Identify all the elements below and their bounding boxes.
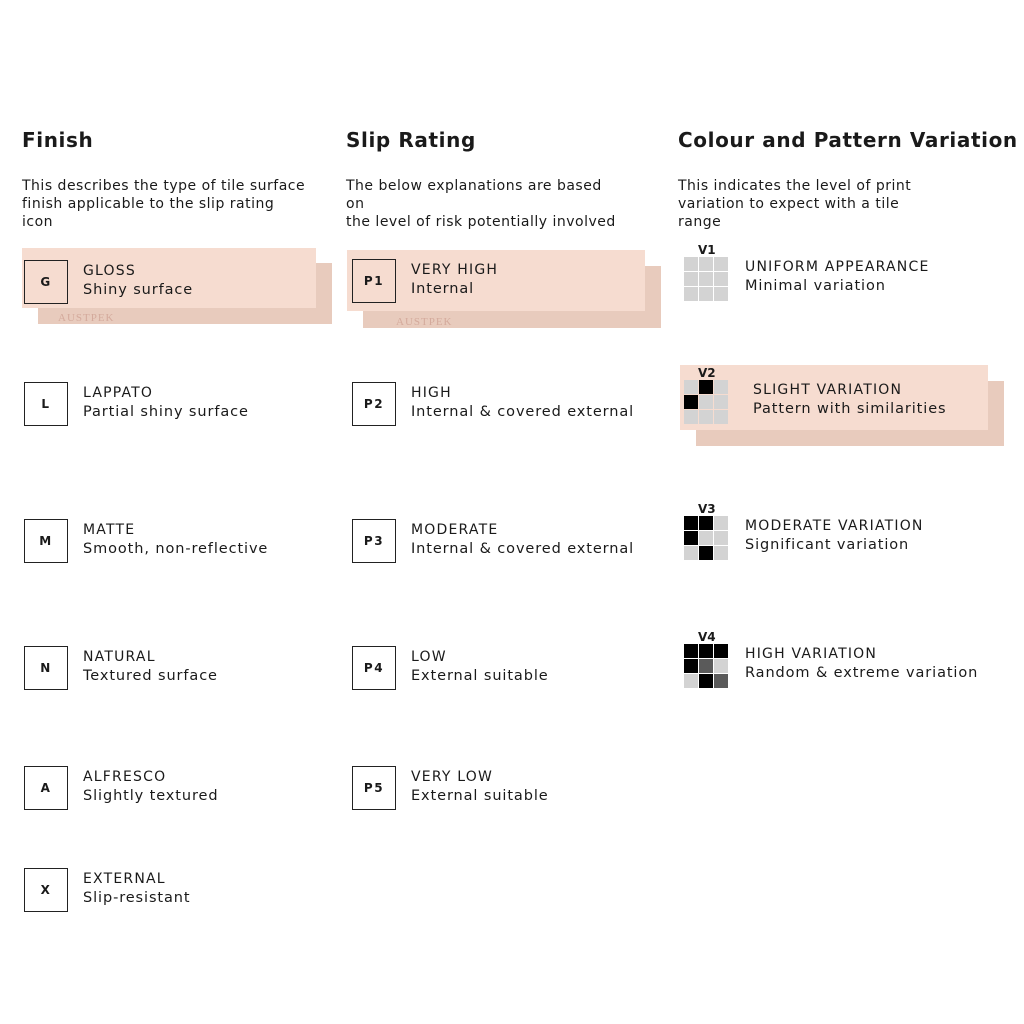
slip-item-title: LOW (411, 649, 447, 665)
finish-description: This describes the type of tile surface finish applicable to the slip rating icon (22, 178, 306, 230)
slip-item-title: VERY LOW (411, 769, 494, 785)
slip-rating-description: The below explanations are based on the level of risk potentially involved (346, 178, 616, 230)
slip-code-badge: P4 (352, 646, 396, 690)
pattern-cell (714, 395, 728, 409)
slip-item-subtitle: Internal & covered external (411, 541, 635, 557)
finish-item-subtitle: Shiny surface (83, 282, 194, 298)
variation-level-label: V2 (698, 366, 716, 380)
pattern-cell (684, 380, 698, 394)
pattern-cell (714, 546, 728, 560)
finish-item-title: NATURAL (83, 649, 156, 665)
finish-item-subtitle: Slightly textured (83, 788, 219, 804)
watermark-logo: AUSTPEK (396, 316, 453, 328)
pattern-cell (699, 272, 713, 286)
finish-item-title: MATTE (83, 522, 136, 538)
pattern-cell (714, 531, 728, 545)
pattern-cell (684, 272, 698, 286)
finish-code-badge: G (24, 260, 68, 304)
slip-item-title: MODERATE (411, 522, 499, 538)
pattern-cell (699, 644, 713, 658)
slip-item-title: HIGH (411, 385, 452, 401)
pattern-cell (699, 395, 713, 409)
pattern-cell (684, 659, 698, 673)
variation-level-label: V4 (698, 630, 716, 644)
pattern-cell (684, 546, 698, 560)
finish-code-badge: M (24, 519, 68, 563)
slip-item-title: VERY HIGH (411, 262, 499, 278)
finish-item-subtitle: Slip-resistant (83, 890, 191, 906)
pattern-cell (714, 674, 728, 688)
slip-code-badge: P3 (352, 519, 396, 563)
finish-heading: Finish (22, 127, 94, 152)
variation-description: This indicates the level of print variation to expect with a tile range (678, 178, 912, 230)
pattern-cell (699, 546, 713, 560)
slip-code-badge: P5 (352, 766, 396, 810)
pattern-cell (699, 410, 713, 424)
variation-item-subtitle: Random & extreme variation (745, 665, 979, 681)
pattern-cell (714, 380, 728, 394)
pattern-cell (714, 287, 728, 301)
pattern-grid-icon (684, 644, 728, 688)
pattern-cell (699, 659, 713, 673)
variation-heading: Colour and Pattern Variation (678, 127, 1018, 152)
pattern-cell (699, 380, 713, 394)
pattern-cell (684, 287, 698, 301)
slip-code-badge: P1 (352, 259, 396, 303)
finish-code-badge: A (24, 766, 68, 810)
variation-item-title: MODERATE VARIATION (745, 518, 924, 534)
pattern-cell (699, 287, 713, 301)
pattern-cell (684, 531, 698, 545)
pattern-grid-icon (684, 257, 728, 301)
pattern-cell (684, 644, 698, 658)
slip-item-subtitle: External suitable (411, 788, 549, 804)
variation-level-label: V1 (698, 243, 716, 257)
pattern-cell (699, 674, 713, 688)
finish-item-subtitle: Partial shiny surface (83, 404, 249, 420)
pattern-cell (714, 410, 728, 424)
variation-item-title: SLIGHT VARIATION (753, 382, 903, 398)
finish-code-badge: N (24, 646, 68, 690)
finish-item-title: LAPPATO (83, 385, 154, 401)
pattern-cell (699, 516, 713, 530)
slip-rating-heading: Slip Rating (346, 127, 476, 152)
slip-item-subtitle: Internal & covered external (411, 404, 635, 420)
pattern-cell (714, 257, 728, 271)
pattern-cell (714, 516, 728, 530)
variation-item-title: HIGH VARIATION (745, 646, 878, 662)
pattern-cell (714, 659, 728, 673)
watermark-logo: AUSTPEK (58, 312, 115, 324)
slip-item-subtitle: External suitable (411, 668, 549, 684)
pattern-cell (684, 395, 698, 409)
finish-item-title: EXTERNAL (83, 871, 166, 887)
pattern-cell (714, 272, 728, 286)
variation-item-subtitle: Minimal variation (745, 278, 886, 294)
finish-item-title: GLOSS (83, 263, 136, 279)
pattern-cell (684, 674, 698, 688)
pattern-cell (684, 410, 698, 424)
slip-item-subtitle: Internal (411, 281, 475, 297)
finish-code-badge: L (24, 382, 68, 426)
pattern-cell (714, 644, 728, 658)
pattern-cell (684, 257, 698, 271)
slip-code-badge: P2 (352, 382, 396, 426)
finish-item-subtitle: Smooth, non-reflective (83, 541, 269, 557)
variation-item-title: UNIFORM APPEARANCE (745, 259, 930, 275)
finish-item-title: ALFRESCO (83, 769, 167, 785)
variation-item-subtitle: Pattern with similarities (753, 401, 947, 417)
variation-item-subtitle: Significant variation (745, 537, 910, 553)
pattern-grid-icon (684, 516, 728, 560)
pattern-cell (684, 516, 698, 530)
pattern-cell (699, 531, 713, 545)
pattern-cell (699, 257, 713, 271)
variation-level-label: V3 (698, 502, 716, 516)
finish-item-subtitle: Textured surface (83, 668, 218, 684)
pattern-grid-icon (684, 380, 728, 424)
finish-code-badge: X (24, 868, 68, 912)
